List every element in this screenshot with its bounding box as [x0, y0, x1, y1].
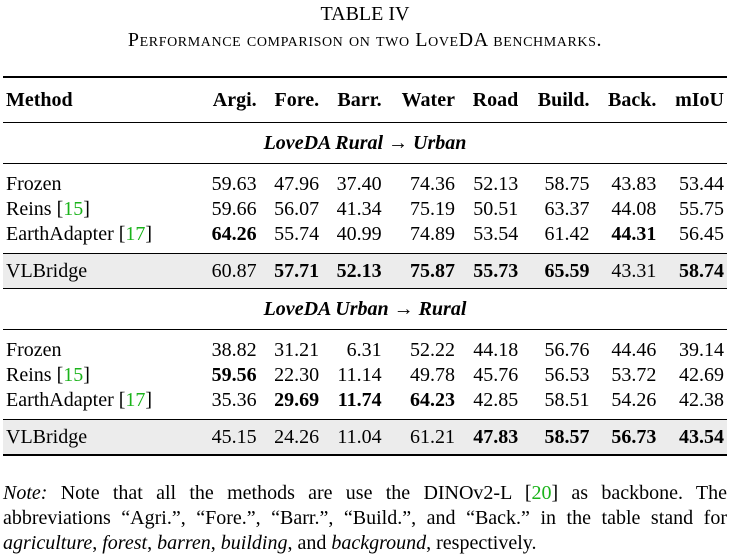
column-header: Fore.	[260, 77, 323, 123]
note-citation[interactable]: 20	[531, 482, 552, 504]
method-name: EarthAdapter	[6, 389, 114, 411]
value-cell: 11.14	[337, 364, 382, 386]
value-cell: 58.51	[544, 389, 590, 411]
note-term: building	[220, 532, 288, 554]
method-name: Reins	[6, 198, 52, 220]
value-cell: 22.30	[274, 364, 320, 386]
value-cell: 55.74	[274, 223, 320, 245]
method-cell	[3, 164, 197, 198]
value-cell: 59.66	[211, 198, 257, 220]
note-separator: ,	[92, 532, 103, 554]
method-cell	[3, 330, 197, 364]
method-name: Reins	[6, 364, 52, 386]
note-text: ] as backbone. The abbreviations “Agri.”, “Fore.”, “Barr.”, “Build.”, and “Back.” in the table stand for	[3, 482, 727, 529]
method-name: Frozen	[6, 339, 62, 361]
value-cell: 47.83	[458, 420, 521, 456]
value-cell: 47.96	[274, 173, 320, 195]
citation-link[interactable]: 17	[125, 223, 146, 245]
arrow-icon: →	[393, 297, 414, 320]
value-cell: 58.57	[521, 420, 592, 456]
table-title: Performance comparison on two LoveDA benchmarks.	[127, 29, 603, 51]
value-cell: 55.73	[458, 254, 521, 289]
note-term: forest	[102, 532, 148, 554]
value-cell: 59.56	[211, 364, 257, 386]
note-label: Note:	[3, 482, 48, 504]
value-cell: 58.74	[659, 254, 727, 289]
value-cell: 43.83	[611, 173, 657, 195]
value-cell: 74.89	[409, 223, 455, 245]
section-source: LoveDA Rural	[263, 131, 384, 154]
value-cell: 38.82	[211, 339, 257, 361]
value-cell: 45.76	[473, 364, 519, 386]
value-cell: 56.07	[274, 198, 320, 220]
method-name: VLBridge	[3, 420, 197, 456]
value-cell: 44.18	[473, 339, 519, 361]
value-cell: 43.31	[592, 254, 659, 289]
value-cell: 52.13	[473, 173, 519, 195]
column-header: Barr.	[322, 77, 385, 123]
value-cell: 56.76	[544, 339, 590, 361]
table-row	[3, 222, 727, 254]
value-cell: 54.26	[611, 389, 657, 411]
method-cell: Reins [15]	[6, 198, 90, 220]
table-row	[3, 164, 727, 198]
column-header: Back.	[592, 77, 659, 123]
table-number: TABLE IV	[320, 3, 410, 25]
method-cell: EarthAdapter [17]	[6, 223, 153, 245]
value-cell: 29.69	[274, 389, 320, 411]
note-text: Note that all the methods are use the DINOv2-L [	[47, 482, 532, 504]
section-header-row	[3, 123, 727, 164]
note-text: , respectively.	[426, 532, 537, 554]
value-cell: 53.54	[473, 223, 519, 245]
value-cell: 65.59	[521, 254, 592, 289]
section-source: LoveDA Urban	[263, 297, 389, 320]
value-cell: 64.23	[409, 389, 455, 411]
value-cell: 63.37	[544, 198, 590, 220]
value-cell: 37.40	[336, 173, 382, 195]
value-cell: 75.87	[385, 254, 458, 289]
value-cell: 56.53	[544, 364, 590, 386]
value-cell: 74.36	[409, 173, 455, 195]
section-header-row	[3, 289, 727, 330]
table-header-row	[3, 77, 727, 123]
method-name: EarthAdapter	[6, 223, 114, 245]
value-cell: 41.34	[336, 198, 382, 220]
column-header: Road	[458, 77, 521, 123]
column-header: Method	[3, 77, 197, 123]
value-cell: 75.19	[409, 198, 455, 220]
value-cell: 11.74	[337, 389, 382, 411]
value-cell: 57.71	[260, 254, 323, 289]
value-cell: 50.51	[473, 198, 519, 220]
column-header: mIoU	[659, 77, 727, 123]
value-cell: 24.26	[260, 420, 323, 456]
section-title	[3, 123, 727, 164]
value-cell: 42.85	[473, 389, 519, 411]
section-title	[3, 289, 727, 330]
value-cell: 52.13	[322, 254, 385, 289]
value-cell: 40.99	[336, 223, 382, 245]
value-cell: 56.73	[592, 420, 659, 456]
value-cell: 60.87	[197, 254, 260, 289]
highlight-row	[3, 254, 727, 289]
table-body	[3, 123, 727, 456]
value-cell: 6.31	[346, 339, 382, 361]
value-cell: 61.21	[385, 420, 458, 456]
table-row	[3, 388, 727, 420]
value-cell: 39.14	[679, 339, 724, 361]
table-note	[3, 481, 727, 556]
method-cell: Reins [15]	[6, 364, 90, 386]
method-name: VLBridge	[3, 254, 197, 289]
table-row	[3, 363, 727, 388]
citation-link[interactable]: 15	[63, 364, 84, 386]
results-table	[3, 76, 727, 456]
arrow-icon: →	[388, 131, 409, 154]
note-separator: ,	[147, 532, 158, 554]
value-cell: 52.22	[409, 339, 455, 361]
note-term: barren	[157, 532, 211, 554]
citation-link[interactable]: 17	[125, 389, 146, 411]
value-cell: 49.78	[409, 364, 455, 386]
column-header: Build.	[521, 77, 592, 123]
value-cell: 44.31	[611, 223, 657, 245]
value-cell: 64.26	[211, 223, 257, 245]
value-cell: 43.54	[659, 420, 727, 456]
value-cell: 44.46	[611, 339, 657, 361]
section-target: Rural	[418, 297, 467, 320]
column-header: Argi.	[197, 77, 260, 123]
value-cell: 59.63	[211, 173, 257, 195]
value-cell: 53.44	[679, 173, 724, 195]
column-header: Water	[385, 77, 458, 123]
highlight-row	[3, 420, 727, 456]
method-cell: EarthAdapter [17]	[6, 389, 153, 411]
value-cell: 53.72	[611, 364, 657, 386]
section-target: Urban	[413, 131, 467, 154]
value-cell: 11.04	[322, 420, 385, 456]
value-cell: 56.45	[679, 223, 724, 245]
note-separator: ,	[210, 532, 221, 554]
value-cell: 42.69	[679, 364, 724, 386]
note-separator: , and	[287, 532, 332, 554]
value-cell: 61.42	[544, 223, 590, 245]
table-row	[3, 197, 727, 222]
value-cell: 44.08	[611, 198, 657, 220]
value-cell: 35.36	[211, 389, 257, 411]
value-cell: 31.21	[274, 339, 320, 361]
value-cell: 58.75	[544, 173, 590, 195]
note-term: agriculture	[3, 532, 93, 554]
citation-link[interactable]: 15	[63, 198, 84, 220]
value-cell: 45.15	[197, 420, 260, 456]
note-term: background	[331, 532, 427, 554]
method-name: Frozen	[6, 173, 62, 195]
value-cell: 55.75	[679, 198, 724, 220]
table-row	[3, 330, 727, 364]
value-cell: 42.38	[679, 389, 724, 411]
